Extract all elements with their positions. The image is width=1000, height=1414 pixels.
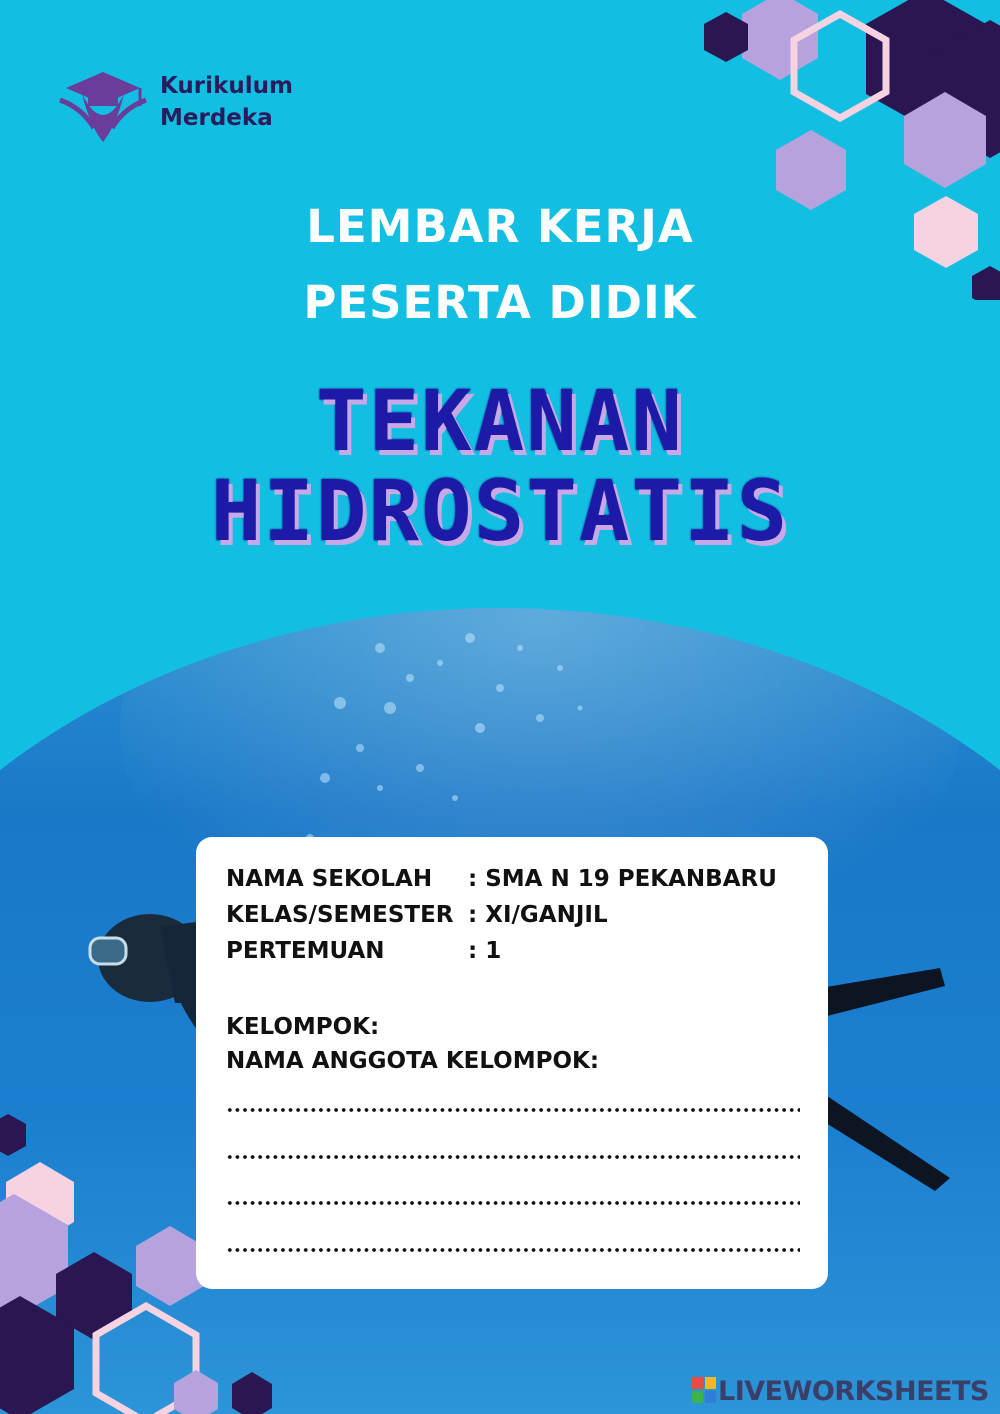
logo-line-2: Merdeka xyxy=(160,105,273,131)
school-label: NAMA SEKOLAH xyxy=(226,866,433,892)
title-line-1: TEKANAN xyxy=(315,372,684,470)
meeting-value: : 1 xyxy=(468,938,502,964)
liveworksheets-logo-icon xyxy=(692,1377,716,1403)
meeting-label: PERTEMUAN xyxy=(226,938,385,964)
class-row xyxy=(226,897,454,933)
liveworksheets-watermark xyxy=(692,1376,989,1407)
logo-line-1: Kurikulum xyxy=(160,73,293,99)
graduation-cap-icon xyxy=(58,66,148,146)
heading-line-1: LEMBAR KERJA xyxy=(306,200,694,253)
hexagon-decoration-top xyxy=(690,0,1000,300)
member-input-line-1[interactable] xyxy=(226,1107,800,1113)
logo-text xyxy=(160,70,293,134)
title-line-2: HIDROSTATIS xyxy=(210,462,790,560)
members-label: NAMA ANGGOTA KELOMPOK: xyxy=(226,1048,600,1074)
member-input-line-3[interactable] xyxy=(226,1200,800,1206)
school-value: : SMA N 19 PEKANBARU xyxy=(468,866,777,892)
watermark-text: LIVEWORKSHEETS xyxy=(718,1376,989,1407)
school-row xyxy=(226,861,432,897)
group-label: KELOMPOK: xyxy=(226,1014,380,1040)
class-value: : XI/GANJIL xyxy=(468,902,608,928)
member-input-line-2[interactable] xyxy=(226,1154,800,1160)
meeting-row xyxy=(226,933,385,969)
class-label: KELAS/SEMESTER xyxy=(226,902,454,928)
heading-line-2: PESERTA DIDIK xyxy=(303,276,697,329)
member-input-line-4[interactable] xyxy=(226,1247,800,1253)
